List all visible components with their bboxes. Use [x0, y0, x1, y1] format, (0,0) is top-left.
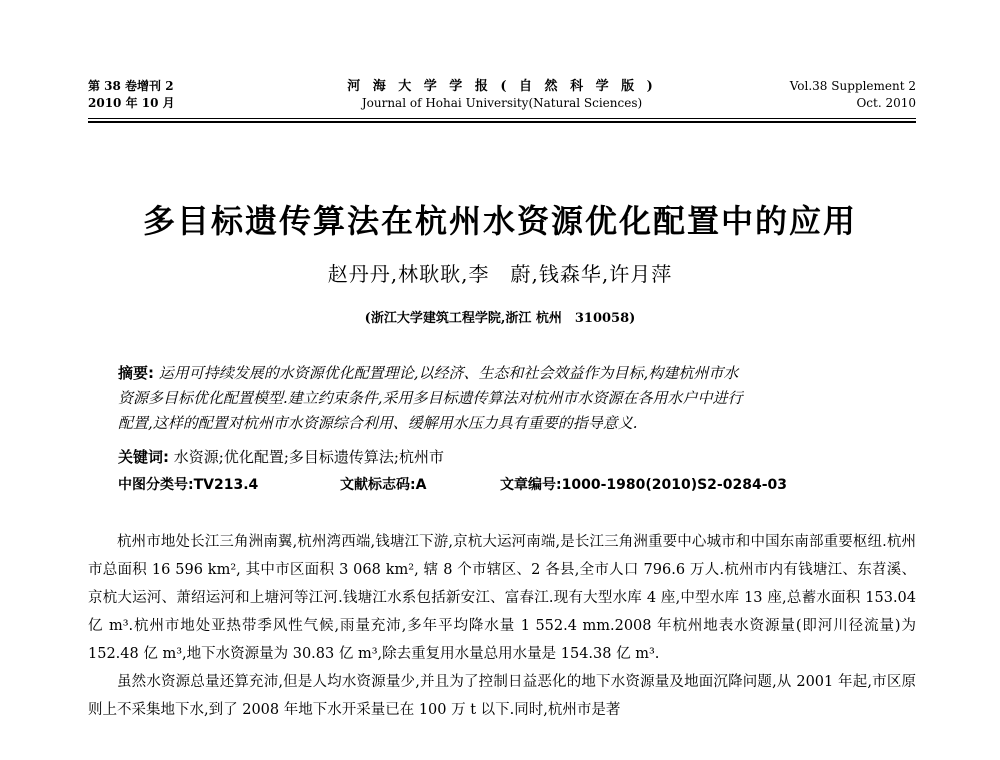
article-number: 文章编号:1000-1980(2010)S2-0284-03 [500, 477, 787, 493]
paper-title: 多目标遗传算法在杭州水资源优化配置中的应用 [142, 202, 857, 240]
journal-name-cn: 河 海 大 学 学 报 ( 自 然 科 学 版 ) [347, 79, 657, 94]
authors: 赵丹丹,林耿耿,李 蔚,钱森华,许月萍 [327, 262, 673, 286]
abstract-text: 运用可持续发展的水资源优化配置理论,以经济、生态和社会效益作为目标,构建杭州市水 [158, 364, 739, 382]
abstract-line-2: 资源多目标优化配置模型.建立约束条件,采用多目标遗传算法对杭州市水资源在各用水户中进行 [118, 389, 743, 407]
date-en: Oct. 2010 [856, 96, 916, 110]
affiliation: (浙江大学建筑工程学院,浙江 杭州 310058) [364, 311, 636, 326]
keywords-label: 关键词: [118, 448, 169, 466]
clc-number: 中图分类号:TV213.4 [118, 477, 259, 493]
header-right [790, 78, 916, 112]
abstract [118, 361, 898, 436]
volume-cn: 第 38 卷增刊 2 [88, 79, 174, 93]
header-rule-thick [88, 121, 916, 123]
volume-en: Vol.38 Supplement 2 [789, 79, 916, 93]
date-cn: 2010 年 10 月 [88, 96, 175, 110]
running-header [88, 78, 916, 120]
keywords [118, 446, 444, 467]
abstract-line-3: 配置,这样的配置对杭州市水资源综合利用、缓解用水压力具有重要的指导意义. [118, 414, 638, 432]
keywords-text: 水资源;优化配置;多目标遗传算法;杭州市 [173, 448, 444, 466]
abstract-label: 摘要: [118, 364, 154, 382]
abstract-line-1 [118, 361, 898, 386]
body-paragraph-2: 虽然水资源总量还算充沛,但是人均水资源量少,并且为了控制日益恶化的地下水资源量及地面沉降问题,从 2001 年起,市区原则上不采集地下水,到了 2008 年地下水开采量已在 100 万 t 以下.同时,杭州市是著 [88, 674, 916, 718]
body-paragraph-1: 杭州市地处长江三角洲南翼,杭州湾西端,钱塘江下游,京杭大运河南端,是长江三角洲重要中心城市和中国东南部重要枢纽.杭州市总面积 16 596 km², 其中市区面积 3 068 km², 辖 8 个市辖区、2 各县,全市人口 796.6 万人.杭州市内有钱塘江、东苕溪、京杭大运河、萧绍运河和上塘河等江河.钱塘江水系包括新安江、富春江.现有大型水库 4 座,中型水库 13 座,总蓄水面积 153.04 亿 m³.杭州市地处亚热带季风性气候,雨量充沛,多年平均降水量 1 552.4 mm.2008 年杭州地表水资源量(即河川径流量)为 152.48 亿 m³,地下水资源量为 30.83 亿 m³,除去重复用水量总用水量是 154.38 亿 m³. [88, 534, 916, 662]
body-text [88, 528, 916, 724]
journal-name-en: Journal of Hohai University(Natural Sciences) [361, 96, 643, 110]
header-rule-thin [88, 118, 916, 119]
document-code: 文献标志码:A [340, 477, 427, 493]
